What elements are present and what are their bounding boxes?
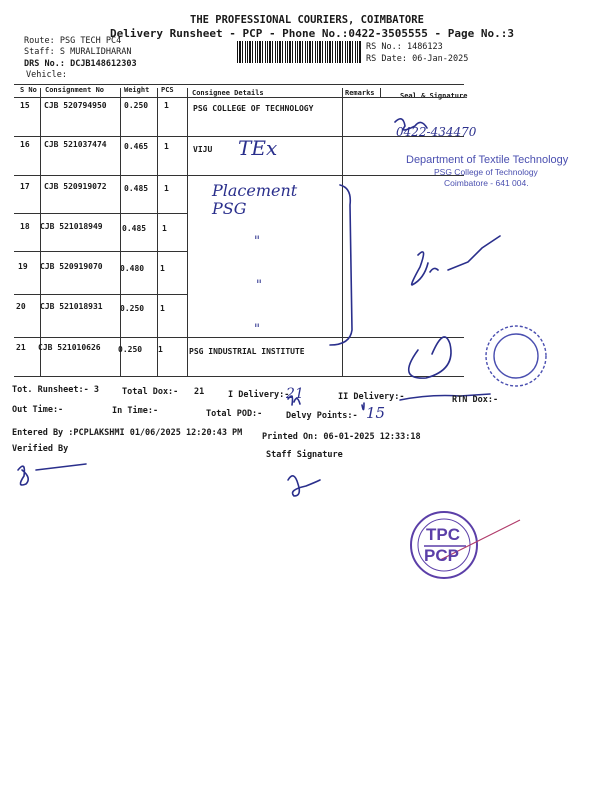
row-weight: 0.485 xyxy=(124,184,149,193)
rs-date-value: 06-Jan-2025 xyxy=(412,54,469,64)
row-sno: 16 xyxy=(20,140,30,149)
row-weight: 0.480 xyxy=(120,264,145,273)
row-consignee: VIJU xyxy=(193,145,213,154)
rs-date-label: RS Date: xyxy=(366,54,407,64)
row-pcs: 1 xyxy=(164,142,169,151)
seal-top-text: TPC xyxy=(426,525,460,544)
vehicle-label: Vehicle: xyxy=(26,70,67,80)
row-consignee: PSG COLLEGE OF TECHNOLOGY xyxy=(193,104,314,113)
total-dox-value: 21 xyxy=(194,387,205,397)
col-header-weight: Weight xyxy=(124,86,150,94)
col-header-seal: Seal & Signature xyxy=(400,92,468,100)
out-time-label: Out Time:- xyxy=(12,405,64,415)
round-stamp-small xyxy=(486,326,546,386)
row-handwritten-note: Placement PSG xyxy=(212,181,298,218)
i-delivery-label: I Delivery:- xyxy=(228,390,290,400)
staff-label: Staff: xyxy=(24,47,55,57)
stamp-city: Coimbatore - 641 004. xyxy=(444,178,529,188)
row-ditto-mark: " xyxy=(254,322,260,337)
row-pcs: 1 xyxy=(158,345,163,354)
stamp-phone-handwritten: 0422-434470 xyxy=(396,125,477,139)
row-weight: 0.250 xyxy=(118,345,143,354)
row-pcs: 1 xyxy=(164,184,169,193)
row-sno: 15 xyxy=(20,101,30,110)
verified-by-label: Verified By xyxy=(12,444,69,454)
row-consignment: CJB 520794950 xyxy=(44,101,107,110)
col-header-sno: S No xyxy=(20,86,37,94)
printed-on: Printed On: 06-01-2025 12:33:18 xyxy=(262,432,421,442)
staff-signature-mark xyxy=(288,476,320,496)
in-time-label: In Time:- xyxy=(112,406,159,416)
total-pod-label: Total POD:- xyxy=(206,409,263,419)
runsheet-subtitle: Delivery Runsheet - PCP - Phone No.:0422-3505555 - Page No.:3 xyxy=(110,27,514,40)
route-value: PSG TECH PC4 xyxy=(59,36,122,46)
col-header-remarks: Remarks xyxy=(345,89,375,97)
row-consignment: CJB 521037474 xyxy=(44,140,107,149)
row-pcs: 1 xyxy=(160,304,165,313)
row-sno: 21 xyxy=(16,343,26,352)
row-handwritten-note: TEx xyxy=(238,136,278,160)
seal-bottom-text: PCP xyxy=(424,546,459,565)
tot-runsheet: Tot. Runsheet:- 3 xyxy=(12,385,99,395)
row-pcs: 1 xyxy=(160,264,165,273)
staff-signature-label: Staff Signature xyxy=(266,450,343,460)
company-title: THE PROFESSIONAL COURIERS, COIMBATORE xyxy=(190,14,424,26)
verified-signature xyxy=(18,466,28,485)
row-ditto-mark: " xyxy=(256,278,262,293)
row-weight: 0.250 xyxy=(120,304,145,313)
row-consignment: CJB 520919072 xyxy=(44,182,107,191)
total-dox-label: Total Dox:- xyxy=(122,387,179,397)
delvy-points-handwritten: 15 xyxy=(366,404,386,422)
row-consignment: CJB 520919070 xyxy=(40,262,103,271)
row-sno: 18 xyxy=(20,222,30,231)
row-weight: 0.250 xyxy=(124,101,149,110)
row-consignment: CJB 521018949 xyxy=(40,222,103,231)
row-consignment: CJB 521010626 xyxy=(38,343,101,352)
row-sno: 19 xyxy=(18,262,28,271)
col-header-pcs: PCS xyxy=(161,86,174,94)
col-header-consignment: Consignment No xyxy=(45,86,105,94)
drs-value: DCJB148612303 xyxy=(70,59,137,69)
rs-no-value: 1486123 xyxy=(406,42,443,52)
row-pcs: 1 xyxy=(162,224,167,233)
bracket-stroke xyxy=(330,185,352,345)
signature-mid-tail xyxy=(448,236,500,270)
verified-signature-tail xyxy=(36,464,86,470)
delvy-points-label: Delvy Points:- xyxy=(286,411,358,421)
stamp-college: PSG College of Technology xyxy=(434,167,538,177)
signature-low xyxy=(409,337,451,378)
i-delivery-handwritten: 21 xyxy=(286,386,304,402)
col-header-consignee: Consignee Details xyxy=(192,89,264,97)
staff-value: S MURALIDHARAN xyxy=(59,47,132,57)
row-consignment: CJB 521018931 xyxy=(40,302,103,311)
rs-no-label: RS No.: xyxy=(366,42,402,52)
row-weight: 0.485 xyxy=(122,224,147,233)
row-weight: 0.465 xyxy=(124,142,149,151)
row-consignee: PSG INDUSTRIAL INSTITUTE xyxy=(189,347,305,356)
entered-by: Entered By :PCPLAKSHMI 01/06/2025 12:20:43 PM xyxy=(12,428,243,438)
delvy-mark xyxy=(362,403,364,410)
row-sno: 17 xyxy=(20,182,30,191)
stamp-department: Department of Textile Technology xyxy=(406,154,569,166)
tpc-pcp-seal xyxy=(411,512,520,578)
rtn-dox-label: RTN Dox:- xyxy=(452,395,499,405)
row-ditto-mark: " xyxy=(254,234,260,249)
ii-delivery-label: II Delivery:- xyxy=(338,392,405,402)
row-pcs: 1 xyxy=(164,101,169,110)
signature-mid xyxy=(412,252,438,285)
row-sno: 20 xyxy=(16,302,26,311)
route-label: Route: xyxy=(24,36,55,46)
drs-label: DRS No.: xyxy=(24,59,65,69)
